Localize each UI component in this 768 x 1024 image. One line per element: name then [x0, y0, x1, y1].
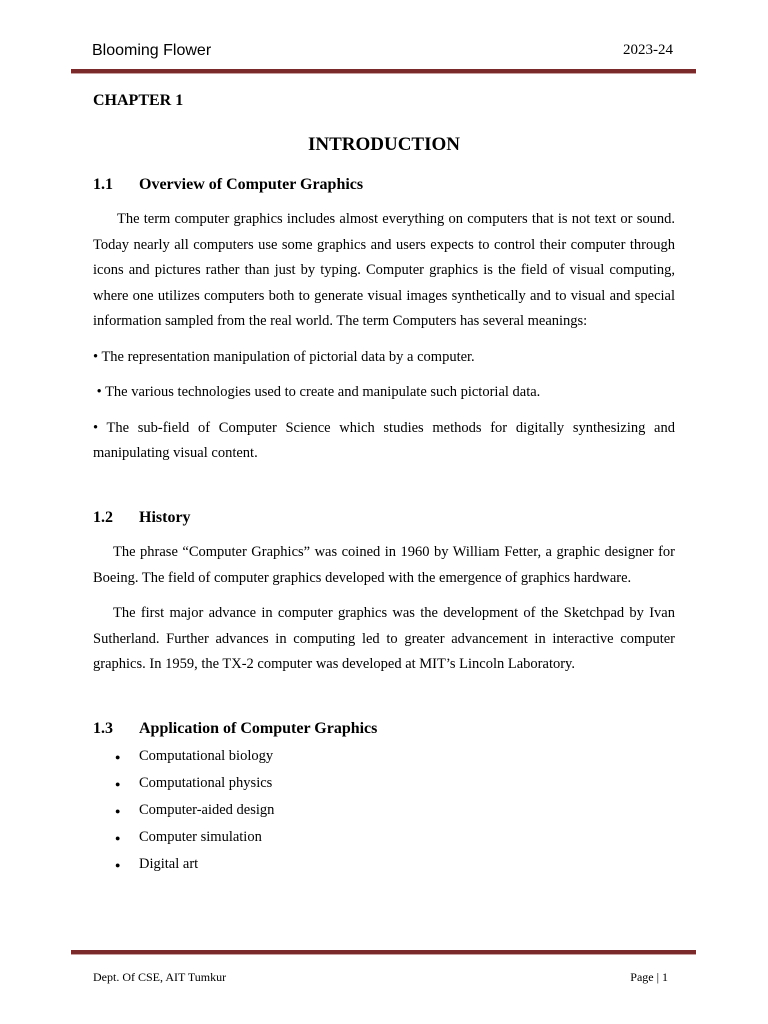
history-paragraph: The phrase “Computer Graphics” was coined in 1960 by William Fetter, a graphic designer for Boeing. The field of computer graphics developed with the emergence of graphics hardware. [93, 544, 675, 586]
page-number: Page | 1 [630, 970, 668, 984]
chapter-label: CHAPTER 1 [93, 92, 184, 109]
section-number: 1.2 [93, 508, 113, 526]
section-number: 1.1 [93, 175, 113, 193]
header-rule [71, 69, 696, 74]
bullet-icon: ● [115, 806, 121, 816]
section-title: History [139, 508, 191, 526]
list-item [115, 851, 675, 878]
list-item-text: Computer-aided design [139, 802, 275, 818]
section-heading-1-1 [93, 172, 675, 198]
list-item [115, 770, 675, 797]
footer-rule [71, 950, 696, 955]
list-item-text: Computational biology [139, 748, 274, 764]
history-paragraph: The first major advance in computer graphics was the development of the Sketchpad by Ivan Sutherland. Further advances in computing led to greater advancement in interactive computer graphics. In 1959, the TX-2 computer was developed at MIT’s Lincoln Laboratory. [93, 605, 675, 672]
bullet-icon: ● [115, 860, 121, 870]
list-item [115, 797, 675, 824]
bullet-icon: ● [115, 833, 121, 843]
bullet-icon: ● [115, 779, 121, 789]
section-title: Overview of Computer Graphics [139, 175, 364, 193]
bullet-line: • The representation manipulation of pictorial data by a computer. [93, 348, 475, 365]
section-number: 1.3 [93, 719, 113, 737]
list-item-text: Computational physics [139, 775, 273, 791]
list-item [115, 824, 675, 851]
bullet-line: • The sub-field of Computer Science which studies methods for digitally synthesizing and manipulating visual content. [93, 419, 675, 461]
header-title: Blooming Flower [92, 42, 212, 59]
section-title: Application of Computer Graphics [139, 719, 378, 737]
list-item [115, 743, 675, 770]
section-heading-1-2 [93, 505, 675, 531]
list-item-text: Digital art [139, 856, 199, 872]
section-heading-1-3 [93, 716, 675, 742]
overview-paragraph: The term computer graphics includes almost everything on computers that is not text or sound. Today nearly all computers use some graphics and users expects to control their computer through icons and pictures rather than just by typing. Computer graphics is the field of visual computing, where one utilizes computers both to generate visual images synthetically and to visual and special information sampled from the real world. The term Computers has several meanings: [93, 211, 675, 329]
applications-list [93, 743, 675, 878]
bullet-icon: ● [115, 752, 121, 762]
page-title: INTRODUCTION [307, 134, 461, 155]
footer-department: Dept. Of CSE, AIT Tumkur [93, 970, 227, 984]
bullet-line: • The various technologies used to create and manipulate such pictorial data. [93, 384, 541, 400]
header-year: 2023-24 [623, 42, 673, 58]
page-content [93, 88, 675, 878]
list-item-text: Computer simulation [139, 829, 262, 845]
